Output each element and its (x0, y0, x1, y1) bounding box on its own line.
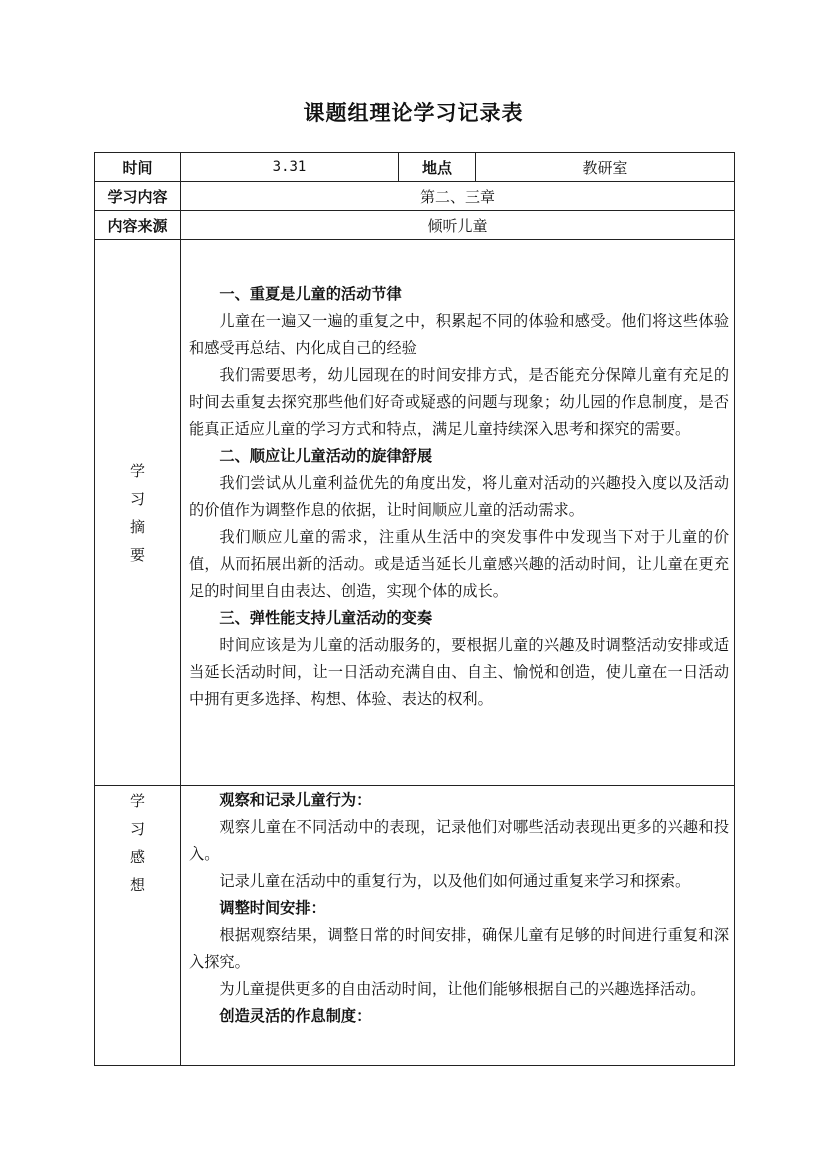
summary-label-char: 要 (129, 545, 145, 564)
paragraph: 根据观察结果，调整日常的时间安排，确保儿童有足够的时间进行重复和深入探究。 (189, 926, 729, 971)
summary-row (95, 240, 735, 786)
reflection-label (95, 786, 181, 1066)
section-heading: 一、重夏是儿童的活动节律 (219, 285, 402, 303)
section-heading: 二、顺应让儿童活动的旋律舒展 (219, 447, 433, 465)
page-title: 课题组理论学习记录表 (303, 101, 524, 125)
section-heading: 观察和记录儿童行为： (219, 791, 372, 809)
time-row (95, 153, 735, 182)
summary-label (95, 240, 181, 786)
time-label: 时间 (95, 153, 181, 182)
paragraph: 我们尝试从儿童利益优先的角度出发，将儿童对活动的兴趣投入度以及活动的价值作为调整作息的依据，让时间顺应儿童的活动需求。 (189, 474, 729, 519)
section-heading: 三、弹性能支持儿童活动的变奏 (219, 609, 433, 627)
paragraph: 记录儿童在活动中的重复行为，以及他们如何通过重复来学习和探索。 (219, 872, 691, 890)
paragraph: 我们顺应儿童的需求，注重从生活中的突发事件中发现当下对于儿童的价值，从而拓展出新的活动。或是适当延长儿童感兴趣的活动时间，让儿童在更充足的时间里自由表达、创造，实现个体的成长。 (189, 528, 729, 600)
paragraph: 儿童在一遍又一遍的重复之中，积累起不同的体验和感受。他们将这些体验和感受再总结、内化成自己的经验 (189, 312, 729, 357)
time-value: 3.31 (181, 153, 399, 182)
reflection-row (95, 786, 735, 1066)
summary-content (181, 240, 735, 786)
content-value: 第二、三章 (181, 182, 735, 211)
summary-label-char: 习 (129, 489, 145, 508)
reflection-label-char: 学 (129, 792, 145, 810)
reflection-label-char: 感 (129, 848, 145, 866)
reflection-content (181, 786, 735, 1066)
section-heading: 调整时间安排： (219, 899, 326, 917)
reflection-label-char: 想 (129, 876, 145, 894)
content-label: 学习内容 (95, 182, 181, 211)
paragraph: 时间应该是为儿童的活动服务的，要根据儿童的兴趣及时调整活动安排或适当延长活动时间，让一日活动充满自由、自主、愉悦和创造，使儿童在一日活动中拥有更多选择、构想、体验、表达的权利。 (189, 636, 729, 708)
place-label: 地点 (399, 153, 476, 182)
source-label: 内容来源 (95, 211, 181, 240)
source-value: 倾听儿童 (181, 211, 735, 240)
paragraph: 观察儿童在不同活动中的表现，记录他们对哪些活动表现出更多的兴趣和投入。 (189, 818, 729, 863)
paragraph: 为儿童提供更多的自由活动时间，让他们能够根据自己的兴趣选择活动。 (219, 980, 706, 998)
content-row (95, 182, 735, 211)
reflection-label-char: 习 (129, 820, 145, 838)
paragraph: 我们需要思考，幼儿园现在的时间安排方式，是否能充分保障儿童有充足的时间去重复去探究那些他们好奇或疑惑的问题与现象；幼儿园的作息制度，是否能真正适应儿童的学习方式和特点，满足儿童持续深入思考和探究的需要。 (189, 366, 729, 438)
summary-label-char: 摘 (129, 517, 145, 536)
source-row (95, 211, 735, 240)
summary-label-char: 学 (129, 461, 145, 480)
section-heading: 创造灵活的作息制度： (219, 1007, 372, 1025)
place-value: 教研室 (476, 153, 735, 182)
record-table (94, 152, 735, 1066)
